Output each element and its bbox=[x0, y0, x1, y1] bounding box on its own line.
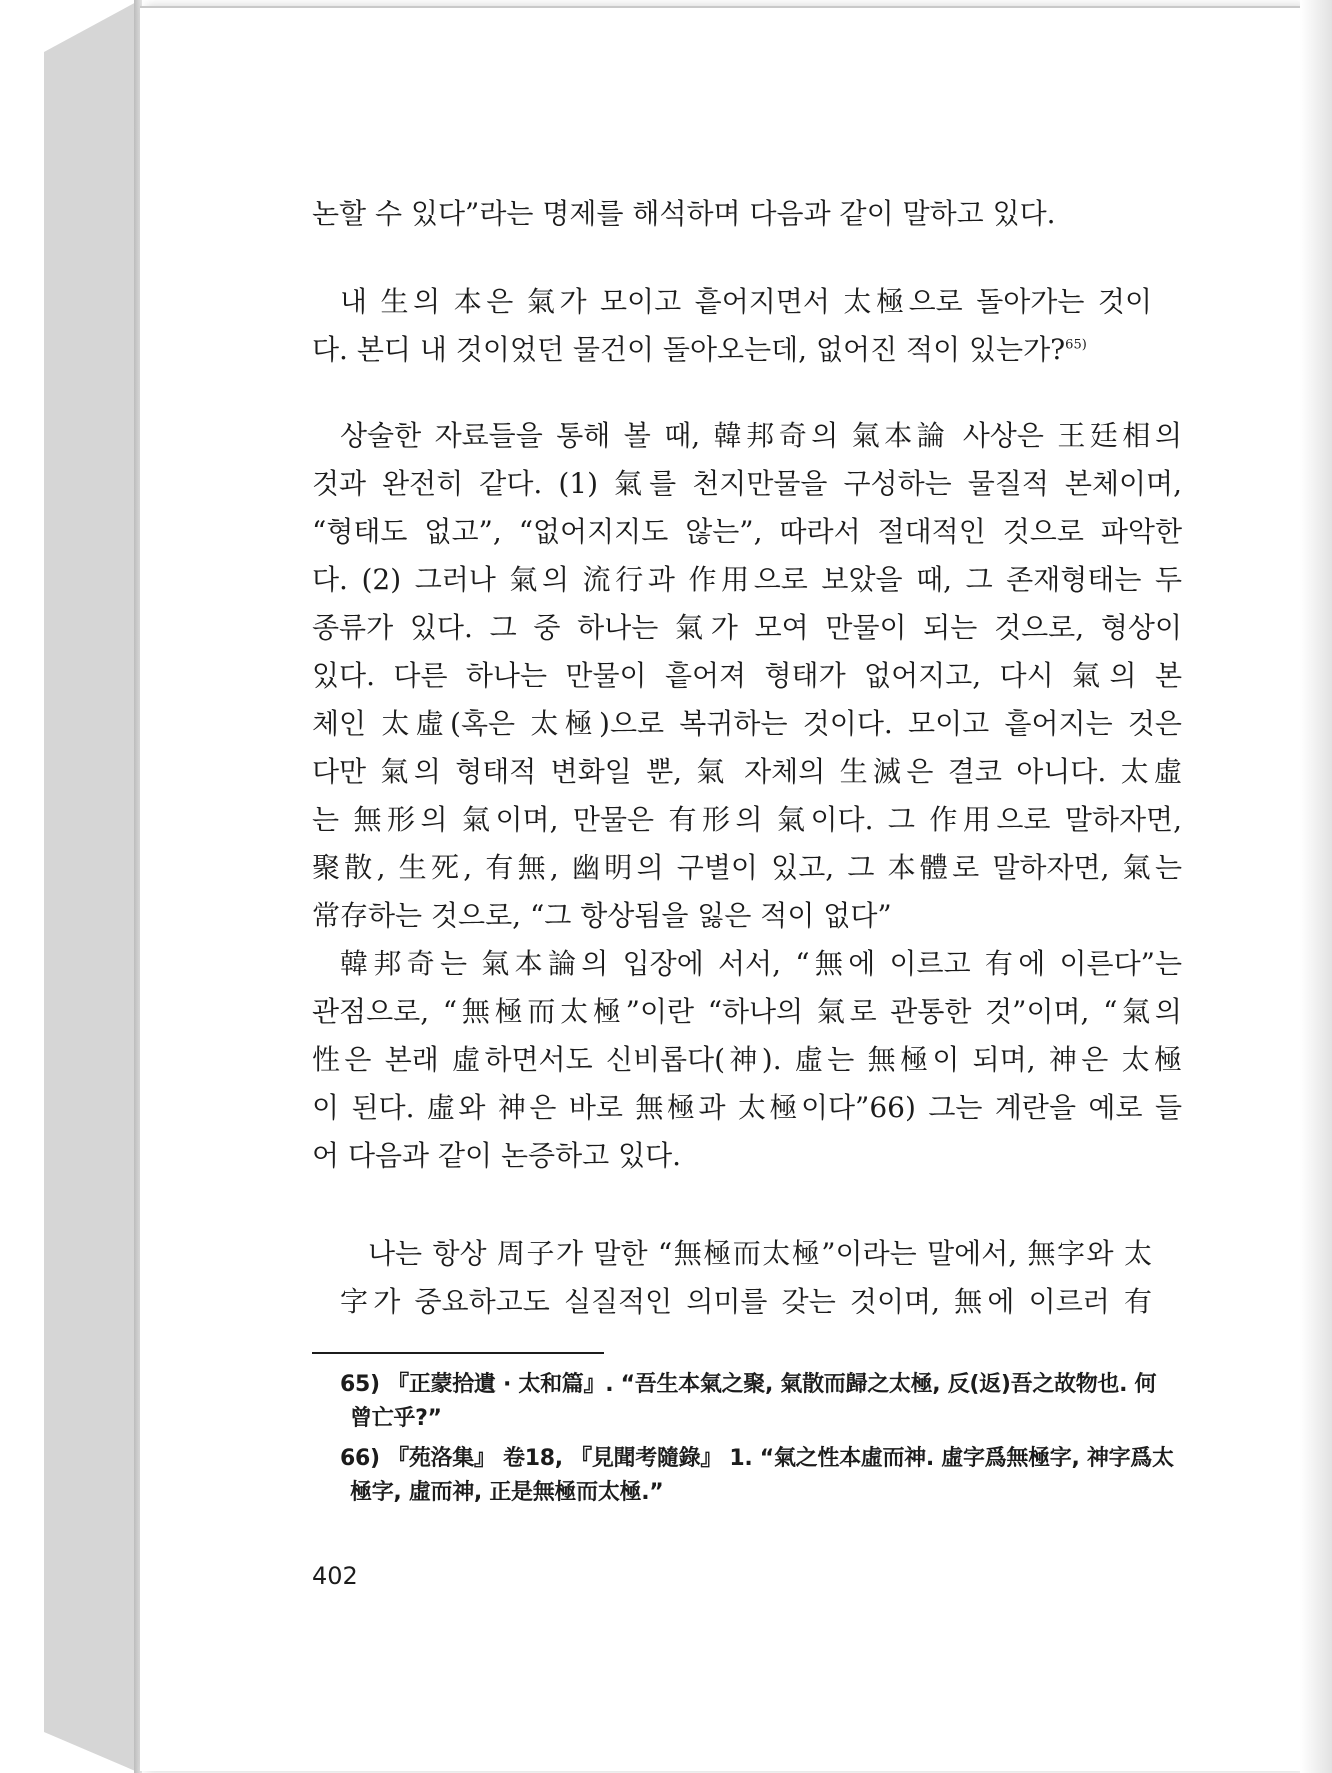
quote-text: 다. 본디 내 것이었던 물건이 돌아오는데, 없어진 적이 있는가? bbox=[312, 333, 1066, 366]
quote-line: 내 生의 本은 氣가 모이고 흩어지면서 太極으로 돌아가는 것이 bbox=[340, 285, 1152, 318]
paragraph-line: 常存하는 것으로, “그 항상됨을 잃은 적이 없다” bbox=[312, 899, 892, 932]
book-spine bbox=[44, 0, 140, 1773]
paragraph-line: “형태도 없고”, “없어지지도 않는”, 따라서 절대적인 것으로 파악한 bbox=[312, 515, 1182, 548]
book-page bbox=[140, 6, 1300, 1771]
page-edge-shadow bbox=[1300, 0, 1332, 1773]
paragraph-line: 있다. 다른 하나는 만물이 흩어져 형태가 없어지고, 다시 氣의 본 bbox=[312, 659, 1182, 692]
footnote-ref: 65) bbox=[1065, 337, 1087, 353]
paragraph-line: 다. (2) 그러나 氣의 流行과 作用으로 보았을 때, 그 존재형태는 두 bbox=[312, 563, 1182, 596]
paragraph-line: 다만 氣의 형태적 변화일 뿐, 氣 자체의 生滅은 결코 아니다. 太虛 bbox=[312, 755, 1182, 788]
intro-line: 논할 수 있다”라는 명제를 해석하며 다음과 같이 말하고 있다. bbox=[312, 197, 1056, 230]
paragraph-line: 韓邦奇는 氣本論의 입장에 서서, “無에 이르고 有에 이른다”는 bbox=[340, 947, 1182, 980]
paragraph-line: 이 된다. 虛와 神은 바로 無極과 太極이다”66) 그는 계란을 예로 들 bbox=[312, 1091, 1182, 1124]
paragraph-line: 상술한 자료들을 통해 볼 때, 韓邦奇의 氣本論 사상은 王廷相의 bbox=[340, 419, 1182, 452]
footnote-line: 極字, 虛而神, 正是無極而太極.” bbox=[350, 1480, 664, 1505]
page-number: 402 bbox=[312, 1562, 358, 1590]
footnote-line: 曾亡乎?” bbox=[350, 1406, 442, 1431]
paragraph-line: 관점으로, “無極而太極”이란 “하나의 氣로 관통한 것”이며, “氣의 bbox=[312, 995, 1182, 1028]
quote-line: 字가 중요하고도 실질적인 의미를 갖는 것이며, 無에 이르러 有 bbox=[340, 1285, 1152, 1318]
paragraph-line: 어 다음과 같이 논증하고 있다. bbox=[312, 1139, 682, 1172]
paragraph-line: 것과 완전히 같다. (1) 氣를 천지만물을 구성하는 물질적 본체이며, bbox=[312, 467, 1182, 500]
paragraph-line: 종류가 있다. 그 중 하나는 氣가 모여 만물이 되는 것으로, 형상이 bbox=[312, 611, 1182, 644]
paragraph-line: 性은 본래 虛하면서도 신비롭다(神). 虛는 無極이 되며, 神은 太極 bbox=[312, 1043, 1182, 1076]
footnote-line: 66) 『苑洛集』 卷18, 『見聞考隨錄』 1. “氣之性本虛而神. 虛字爲無極字, 神字爲太 bbox=[340, 1446, 1174, 1471]
footnote-divider bbox=[312, 1352, 604, 1354]
paragraph-line: 체인 太虛(혹은 太極)으로 복귀하는 것이다. 모이고 흩어지는 것은 bbox=[312, 707, 1182, 740]
quote-line: 나는 항상 周子가 말한 “無極而太極”이라는 말에서, 無字와 太 bbox=[368, 1237, 1152, 1270]
paragraph-line: 는 無形의 氣이며, 만물은 有形의 氣이다. 그 作用으로 말하자면, bbox=[312, 803, 1182, 836]
footnote-line: 65) 『正蒙拾遺 · 太和篇』. “吾生本氣之聚, 氣散而歸之太極, 反(返)吾之故物也. 何 bbox=[340, 1372, 1157, 1397]
quote-line bbox=[312, 333, 1124, 366]
paragraph-line: 聚散, 生死, 有無, 幽明의 구별이 있고, 그 本體로 말하자면, 氣는 bbox=[312, 851, 1182, 884]
